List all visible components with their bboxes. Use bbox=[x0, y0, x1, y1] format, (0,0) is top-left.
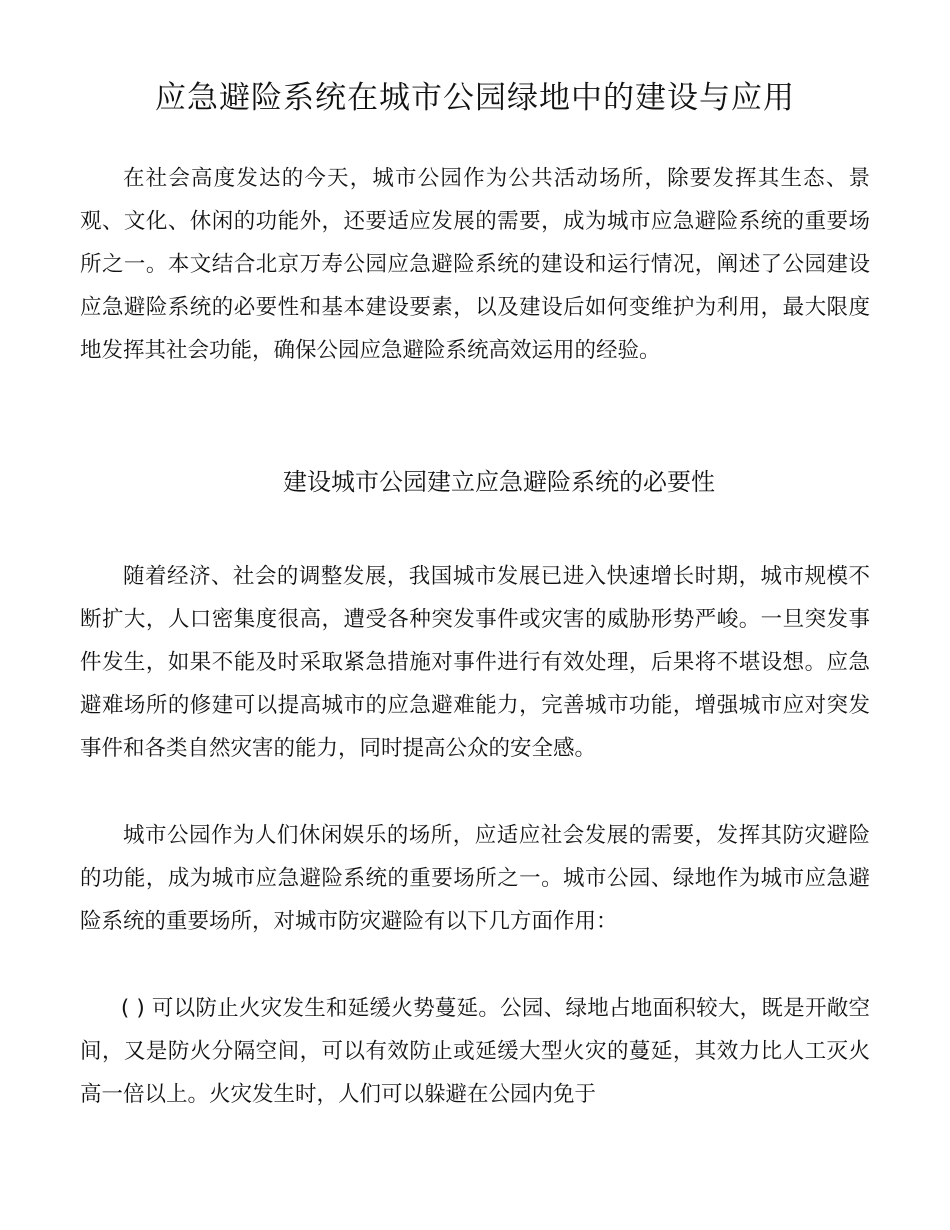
body-paragraph: 城市公园作为人们休闲娱乐的场所，应适应社会发展的需要，发挥其防灾避险的功能，成为城市应急避险系统的重要场所之一。城市公园、绿地作为城市应急避险系统的重要场所，对城市防灾避险有以下几方面作用： bbox=[80, 823, 870, 934]
body-paragraph: ( ) 可以防止火灾发生和延缓火势蔓延。公园、绿地占地面积较大，既是开敞空间，又是防火分隔空间，可以有效防止或延缓大型火灾的蔓延，其效力比人工灭火高一倍以上。火灾发生时，人们可以躲避在公园内免于 bbox=[80, 996, 870, 1107]
intro-paragraph: 在社会高度发达的今天，城市公园作为公共活动场所，除要发挥其生态、景观、文化、休闲的功能外，还要适应发展的需要，成为城市应急避险系统的重要场所之一。本文结合北京万寿公园应急避险系统的建设和运行情况，阐述了公园建设应急避险系统的必要性和基本建设要素，以及建设后如何变维护为利用，最大限度地发挥其社会功能，确保公园应急避险系统高效运用的经验。 bbox=[80, 166, 870, 363]
document-title: 应急避险系统在城市公园绿地中的建设与应用 bbox=[155, 80, 795, 116]
section-heading: 建设城市公园建立应急避险系统的必要性 bbox=[283, 468, 715, 496]
body-paragraph: 随着经济、社会的调整发展，我国城市发展已进入快速增长时期，城市规模不断扩大，人口密集度很高，遭受各种突发事件或灾害的威胁形势严峻。一旦突发事件发生，如果不能及时采取紧急措施对事件进行有效处理，后果将不堪设想。应急避难场所的修建可以提高城市的应急避难能力，完善城市功能，增强城市应对突发事件和各类自然灾害的能力，同时提高公众的安全感。 bbox=[80, 564, 870, 761]
